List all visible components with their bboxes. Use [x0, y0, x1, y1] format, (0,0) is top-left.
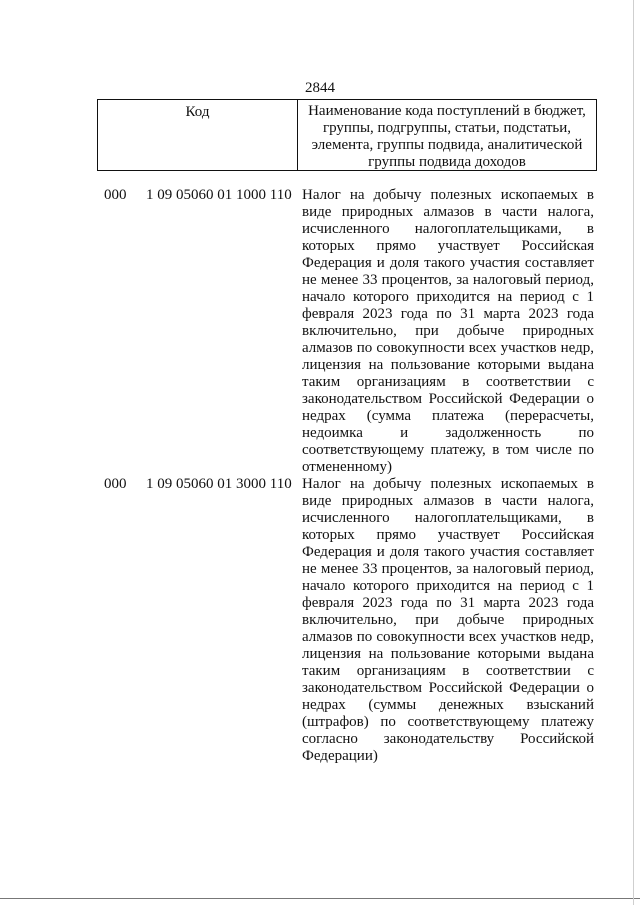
table-body [97, 187, 597, 765]
right-scan-edge [633, 0, 634, 905]
row-admin-code: 000 [104, 187, 127, 203]
header-code-cell: Код [98, 100, 298, 170]
bottom-scan-edge [0, 898, 640, 899]
row-description: Налог на добычу полезных ископаемых в виде природных алмазов в части налога, исчисленного налогоплательщиками, в которых прямо участвует Российская Федерация и доля такого участия составляет не менее 33 процентов, за налоговый период, начало которого приходится на период с 1 февраля 2023 года по 31 марта 2023 года включительно, при добыче природных алмазов по совокупности всех участков недр, лицензия на пользование которыми выдана таким организациям в соответствии с законодательством Российской Федерации о недрах (суммы денежных взысканий (штрафов) по соответствующему платежу согласно законодательству Российской Федерации) [302, 476, 594, 764]
header-name-cell: Наименование кода поступлений в бюджет, группы, подгруппы, статьи, подстатьи, элемента, группы подвида, аналитической группы подвида доходов [308, 103, 586, 170]
table-row [97, 476, 597, 765]
row-classification-code: 1 09 05060 01 1000 110 [146, 187, 292, 203]
row-classification-code: 1 09 05060 01 3000 110 [146, 476, 292, 492]
table-header [97, 99, 597, 171]
row-admin-code: 000 [104, 476, 127, 492]
page-number: 2844 [305, 80, 335, 96]
row-description: Налог на добычу полезных ископаемых в виде природных алмазов в части налога, исчисленного налогоплательщиками, в которых прямо участвует Российская Федерация и доля такого участия составляет не менее 33 процентов, за налоговый период, начало которого приходится на период с 1 февраля 2023 года по 31 марта 2023 года включительно, при добыче природных алмазов по совокупности всех участков недр, лицензия на пользование которыми выдана таким организациям в соответствии с законодательством Российской Федерации о недрах (сумма платежа (перерасчеты, недоимка и задолженность по соответствующему платежу, в том числе по отмененному) [302, 187, 594, 475]
table-row [97, 187, 597, 476]
